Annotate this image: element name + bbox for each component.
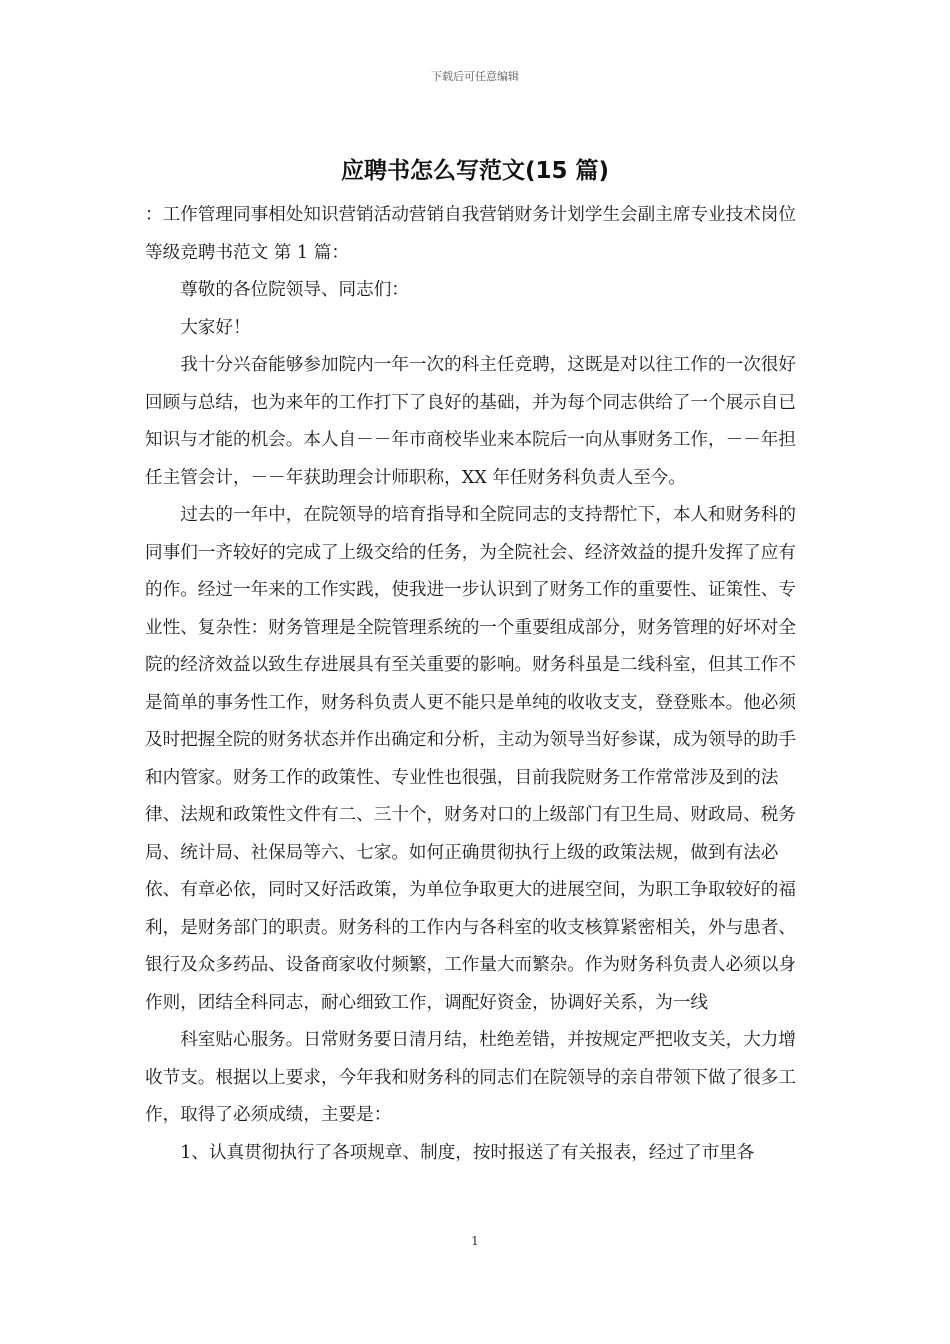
document-body [145,197,813,1172]
header-note: 下载后可任意编辑 [431,70,519,83]
paragraph-salutation: 尊敬的各位院领导、同志们： [180,280,409,300]
page-number: 1 [471,1234,479,1248]
document-title: 应聘书怎么写范文(15 篇) [340,158,610,184]
paragraph-daily-work: 科室贴心服务。日常财务要日清月结，杜绝差错，并按规定严把收支关，大力增收节支。根据以上要求，今年我和财务科的同志们在院领导的亲自带领下做了很多工作，取得了必须成绩，主要是： [145,1030,796,1125]
paragraph-introduction: 我十分兴奋能够参加院内一年一次的科主任竞聘，这既是对以往工作的一次很好回顾与总结，也为来年的工作打下了良好的基础，并为每个同志供给了一个展示自已知识与才能的机会。本人自－－年市商校毕业来本院后一向从事财务工作，－－年担任主管会计，－－年获助理会计师职称，XX 年任财务科负责人至今。 [145,355,796,488]
paragraph-past-year: 过去的一年中，在院领导的培育指导和全院同志的支持帮忙下，本人和财务科的同事们一齐较好的完成了上级交给的任务，为全院社会、经济效益的提升发挥了应有的作。经过一年来的工作实践，使我进一步认识到了财务工作的重要性、证策性、专业性、复杂性：财务管理是全院管理系统的一个重要组成部分，财务管理的好坏对全院的经济效益以致生存进展具有至关重要的影响。财务科虽是二线科室，但其工作不是简单的事务性工作，财务科负责人更不能只是单纯的收收支支，登登账本。他必须及时把握全院的财务状态并作出确定和分析，主动为领导当好参谋，成为领导的助手和内管家。财务工作的政策性、专业性也很强，目前我院财务工作常常涉及到的法律、法规和政策性文件有二、三十个，财务对口的上级部门有卫生局、财政局、税务局、统计局、社保局等六、七家。如何正确贯彻执行上级的政策法规，做到有法必依、有章必依，同时又好活政策，为单位争取更大的进展空间，为职工争取较好的福利，是财务部门的职责。财务科的工作内与各科室的收支核算紧密相关，外与患者、银行及众多药品、设备商家收付频繁，工作量大而繁杂。作为财务科负责人必须以身作则，团结全科同志，耐心细致工作，调配好资金，协调好关系，为一线 [145,505,796,1013]
paragraph-greeting: 大家好！ [180,317,251,338]
paragraph-intro: ：工作管理同事相处知识营销活动营销自我营销财务计划学生会副主席专业技术岗位等级竞聘书范文 第 1 篇： [145,205,796,263]
paragraph-item-1: 1、认真贯彻执行了各项规章、制度，按时报送了有关报表，经过了市里各 [180,1142,755,1163]
